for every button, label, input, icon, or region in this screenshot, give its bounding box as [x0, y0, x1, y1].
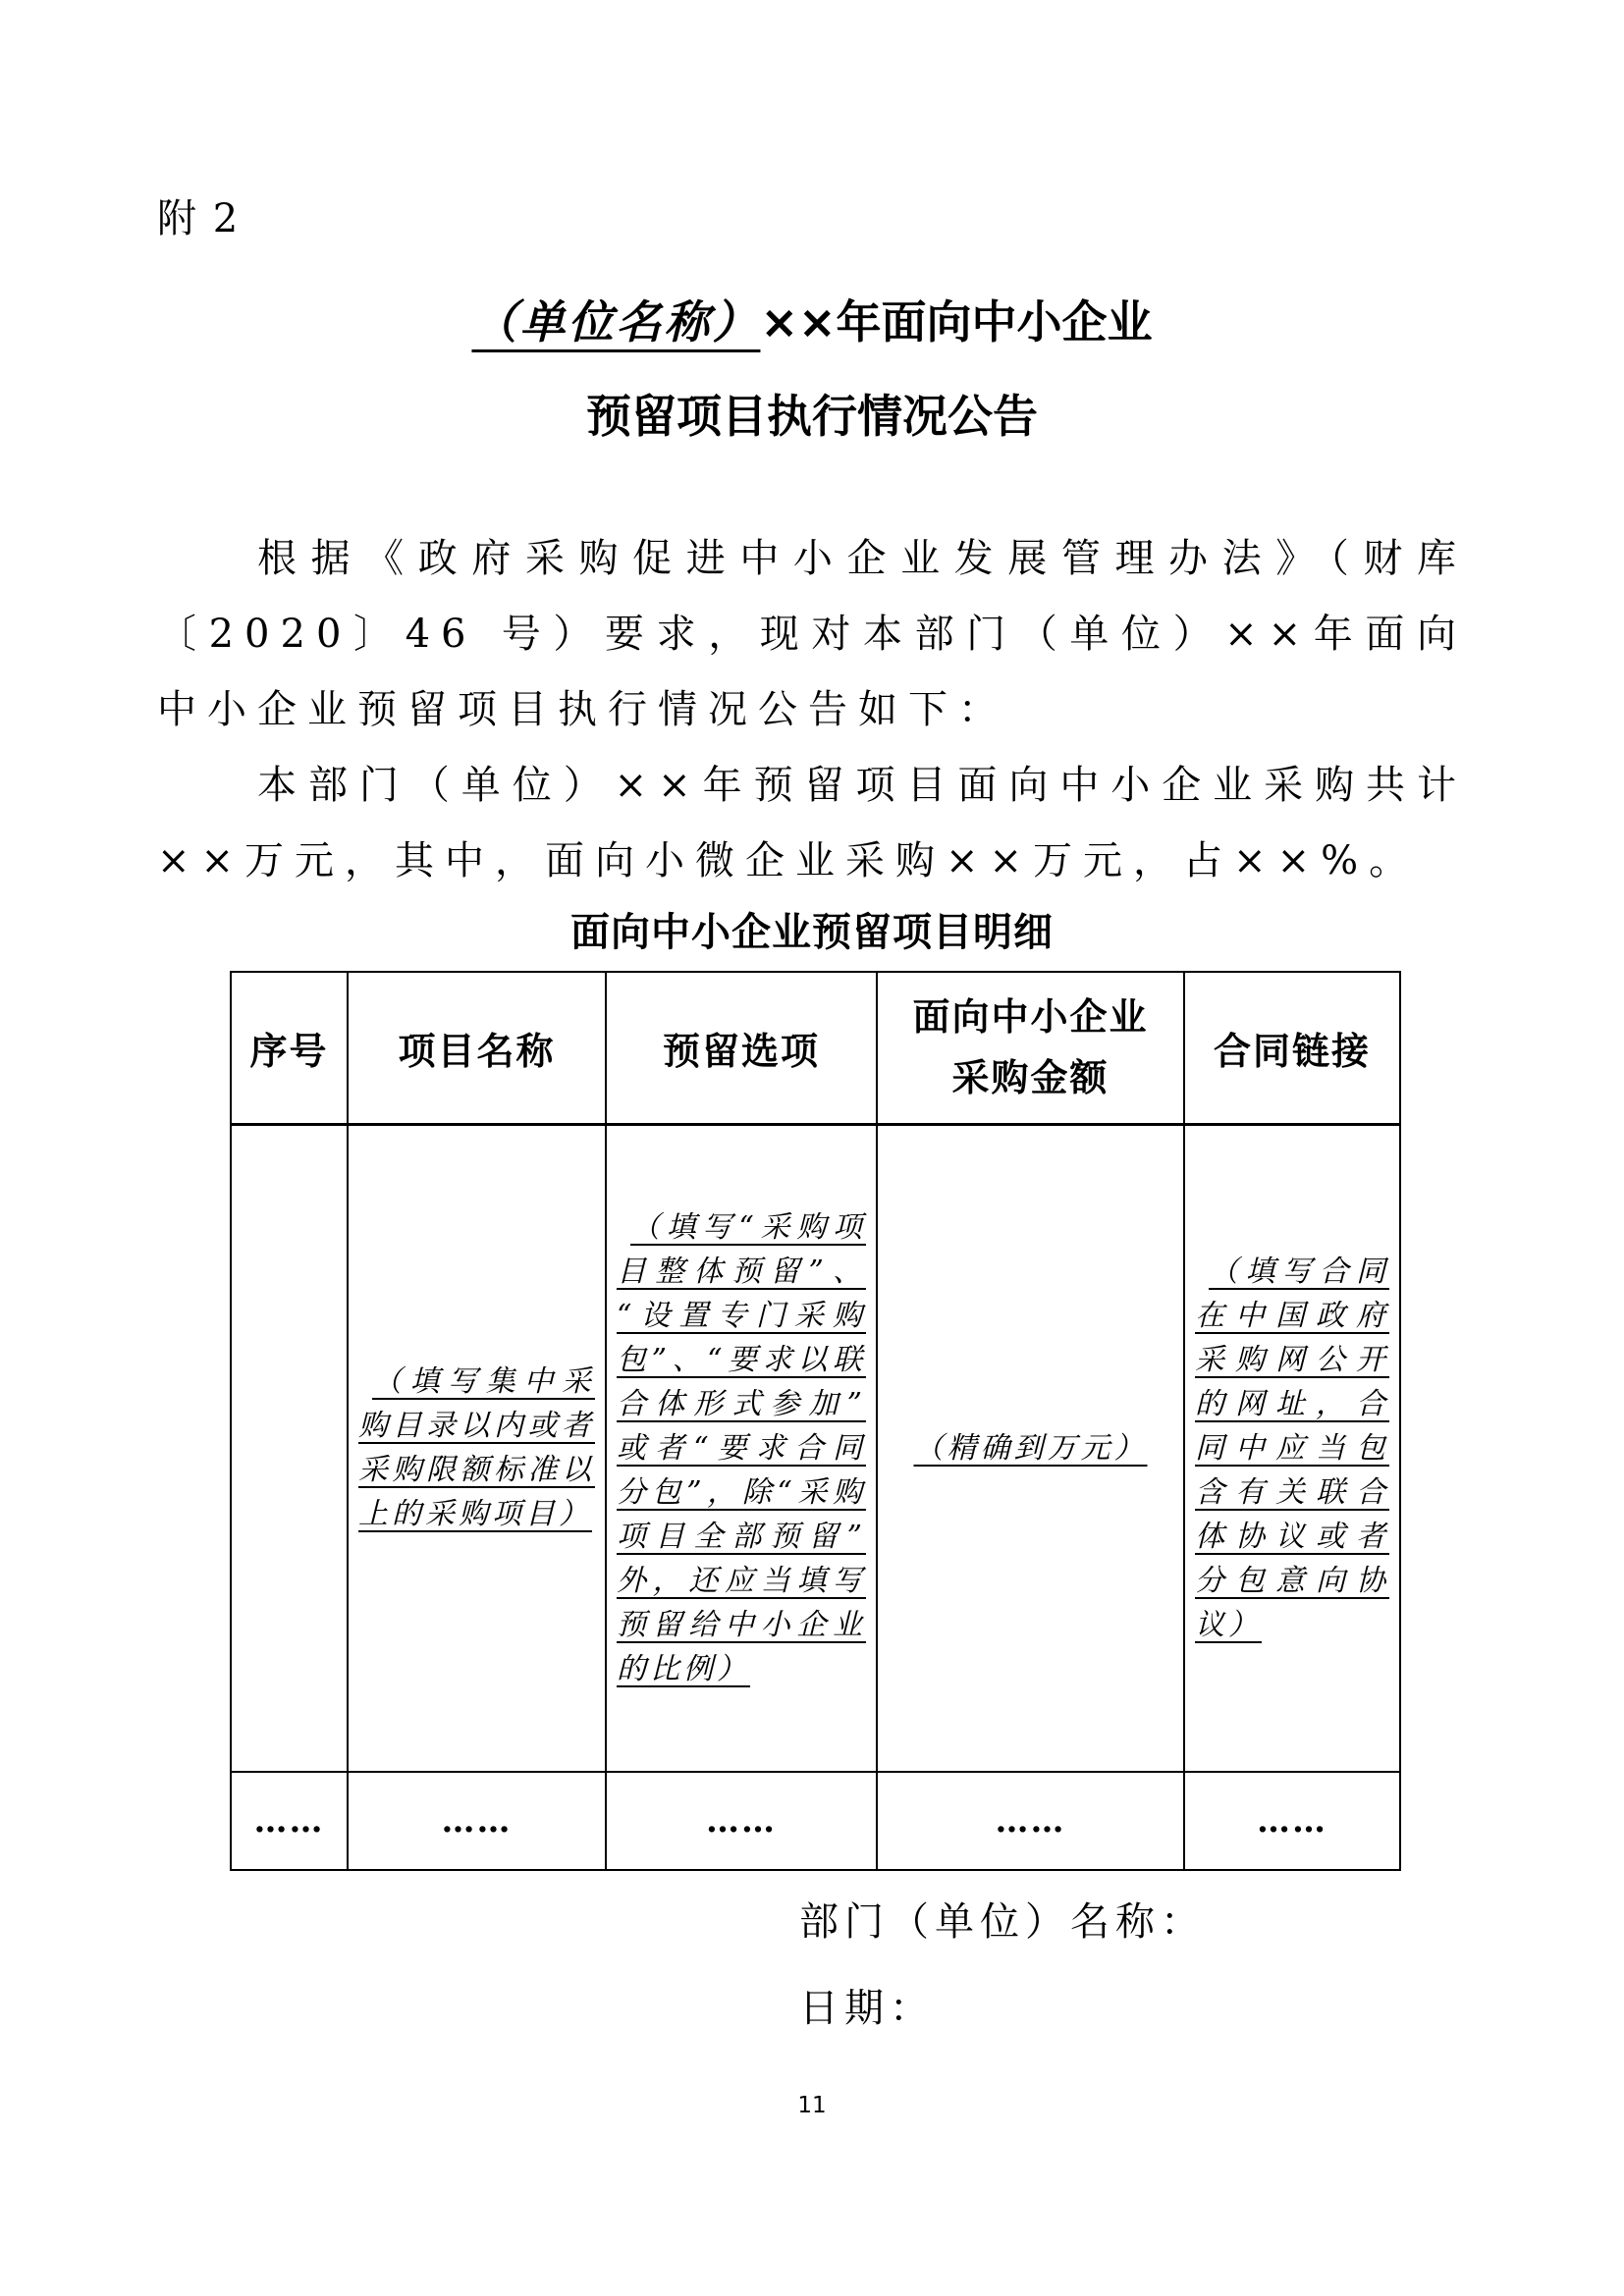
- header-contract-link: [1184, 972, 1400, 1124]
- cell-seq: [231, 1124, 348, 1772]
- header-project-name: [348, 972, 606, 1124]
- signature-block: [799, 1879, 1467, 2052]
- signature-unit-label: 部门（单位）名称：: [799, 1899, 1206, 1945]
- doc-title-line-1: [157, 275, 1467, 369]
- sme-amount-instruction: （精确到万元）: [913, 1430, 1148, 1466]
- ellipsis-row: [231, 1772, 1400, 1870]
- doc-title-line-2: 预留项目执行情况公告: [586, 390, 1038, 443]
- reserve-option-instruction: （填写“采购项目整体预留”、“设置专门采购包”、“要求以联合体形式参加”或者“要求合同分包”，除“采购项目全部预留”外，还应当填写预留给中小企业的比例）: [617, 1209, 866, 1686]
- reserved-projects-table: [230, 971, 1401, 1871]
- header-sme-amount: [877, 972, 1184, 1124]
- ellipsis-seq: ……: [231, 1772, 348, 1870]
- header-seq-label: 序号: [249, 1029, 329, 1073]
- contract-link-instruction: （填写合同在中国政府采购网公开的网址，合同中应当包含有关联合体协议或者分包意向协议）: [1195, 1254, 1389, 1642]
- header-reserve-option-label: 预留选项: [662, 1029, 820, 1073]
- paragraph-summary: 本部门（单位）××年预留项目面向中小企业采购共计××万元，其中，面向小微企业采购××万元，占××%。: [157, 763, 1467, 883]
- header-sme-amount-line-1: 面向中小企业: [912, 995, 1149, 1040]
- header-row: [231, 972, 1400, 1124]
- ellipsis-sme-amount: ……: [877, 1772, 1184, 1870]
- header-contract-link-label: 合同链接: [1213, 1029, 1371, 1073]
- project-name-instruction: （填写集中采购目录以内或者采购限额标准以上的采购项目）: [358, 1364, 595, 1532]
- unit-name-placeholder: （单位名称）: [471, 295, 761, 348]
- doc-title: [157, 275, 1467, 463]
- header-sme-amount-line-2: 采购金额: [951, 1056, 1110, 1100]
- signature-date-label: 日期：: [799, 1986, 935, 2031]
- header-seq: [231, 972, 348, 1124]
- detail-row: [231, 1124, 1400, 1772]
- header-project-name-label: 项目名称: [398, 1029, 556, 1073]
- cell-contract-link: [1184, 1124, 1400, 1772]
- doc-title-line-1-text: ××年面向中小企业: [760, 295, 1153, 348]
- cell-project-name: [348, 1124, 606, 1772]
- cell-reserve-option: [606, 1124, 877, 1772]
- attachment-label: 附 2: [157, 196, 241, 241]
- paragraph-basis: 根据《政府采购促进中小企业发展管理办法》（财库〔2020〕46 号）要求，现对本部门（单位）××年面向中小企业预留项目执行情况公告如下：: [157, 536, 1467, 732]
- ellipsis-project-name: ……: [348, 1772, 606, 1870]
- ellipsis-reserve-option: ……: [606, 1772, 877, 1870]
- header-reserve-option: [606, 972, 877, 1124]
- ellipsis-contract-link: ……: [1184, 1772, 1400, 1870]
- table-title: 面向中小企业预留项目明细: [570, 910, 1054, 955]
- page-number: 11: [797, 2093, 827, 2118]
- cell-sme-amount: [877, 1124, 1184, 1772]
